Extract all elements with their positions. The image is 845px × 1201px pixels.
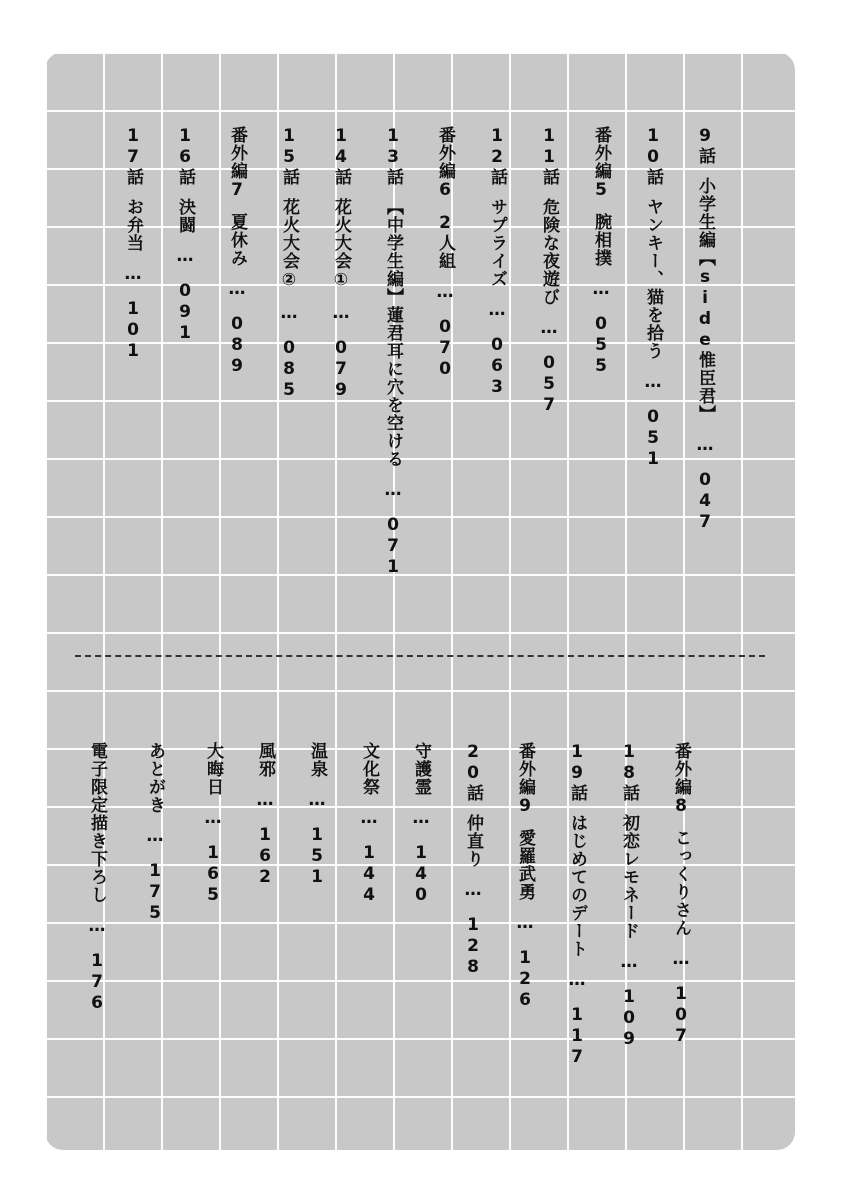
- chapter-title: サプライズ: [487, 198, 507, 288]
- leader-dots: …: [87, 916, 107, 937]
- toc-entry: [203, 742, 223, 906]
- toc-entry: [435, 126, 455, 380]
- chapter-number: 14話: [331, 126, 351, 186]
- chapter-title: 小学生編【side惟臣君】: [695, 177, 715, 423]
- leader-dots: …: [279, 303, 299, 324]
- page-number: 101: [123, 299, 143, 362]
- chapter-title: 決闘: [175, 198, 195, 234]
- chapter-title: 初恋レモネード: [619, 814, 639, 940]
- toc-entry: [671, 742, 691, 1047]
- page-number: 089: [227, 314, 247, 377]
- page-number: 091: [175, 281, 195, 344]
- page-number: 085: [279, 338, 299, 401]
- chapter-title: あとがき: [145, 742, 165, 814]
- page-number: 165: [203, 843, 223, 906]
- toc-entry: [515, 742, 535, 1011]
- leader-dots: …: [383, 480, 403, 501]
- leader-dots: …: [619, 952, 639, 973]
- chapter-title: 花火大会①: [331, 198, 351, 291]
- page-number: 140: [411, 843, 431, 906]
- leader-dots: …: [515, 913, 535, 934]
- chapter-title: お弁当: [123, 198, 143, 252]
- toc-entry: [567, 742, 587, 1068]
- leader-dots: …: [591, 279, 611, 300]
- page-number: 055: [591, 314, 611, 377]
- chapter-title: はじめてのデート: [567, 814, 587, 958]
- chapter-title: こっくりさん: [671, 829, 691, 937]
- toc-entry: [87, 742, 107, 1014]
- chapter-title: 温泉: [307, 742, 327, 778]
- chapter-number: 番外編7: [227, 126, 247, 201]
- page-number: 126: [515, 948, 535, 1011]
- toc-entry: [279, 126, 299, 401]
- chapter-title: 花火大会②: [279, 198, 299, 291]
- chapter-title: 夏休み: [227, 213, 247, 267]
- page-number: 051: [643, 407, 663, 470]
- chapter-number: 19話: [567, 742, 587, 802]
- toc-entry: [591, 126, 611, 377]
- leader-dots: …: [539, 318, 559, 339]
- leader-dots: …: [435, 282, 455, 303]
- toc-entry: [383, 126, 403, 578]
- chapter-title: 仲直り: [463, 814, 483, 868]
- leader-dots: …: [359, 808, 379, 829]
- chapter-title: 大晦日: [203, 742, 223, 796]
- toc-entry: [643, 126, 663, 470]
- toc-entry: [123, 126, 143, 362]
- chapter-number: 12話: [487, 126, 507, 186]
- leader-dots: …: [671, 949, 691, 970]
- chapter-title: 電子限定描き下ろし: [87, 742, 107, 904]
- toc-entry: [307, 742, 327, 888]
- toc-entry: [411, 742, 431, 906]
- toc-entry: [145, 742, 165, 924]
- chapter-number: 17話: [123, 126, 143, 186]
- page-number: 117: [567, 1005, 587, 1068]
- page-number: 175: [145, 861, 165, 924]
- toc-entry: [539, 126, 559, 416]
- page-number: 071: [383, 515, 403, 578]
- toc-entry: [619, 742, 639, 1050]
- chapter-title: 愛羅武勇: [515, 829, 535, 901]
- dashed-divider: [75, 655, 765, 657]
- leader-dots: …: [487, 300, 507, 321]
- chapter-title: 文化祭: [359, 742, 379, 796]
- chapter-number: 16話: [175, 126, 195, 186]
- page-number: 057: [539, 353, 559, 416]
- leader-dots: …: [255, 790, 275, 811]
- chapter-number: 11話: [539, 126, 559, 186]
- toc-entry: [359, 742, 379, 906]
- chapter-number: 15話: [279, 126, 299, 186]
- page-number: 151: [307, 825, 327, 888]
- leader-dots: …: [145, 826, 165, 847]
- leader-dots: …: [203, 808, 223, 829]
- chapter-number: 9話: [695, 126, 715, 165]
- page-number: 070: [435, 317, 455, 380]
- leader-dots: …: [567, 970, 587, 991]
- page-number: 144: [359, 843, 379, 906]
- toc-entry: [331, 126, 351, 401]
- page-number: 107: [671, 984, 691, 1047]
- page-number: 162: [255, 825, 275, 888]
- page-number: 176: [87, 951, 107, 1014]
- page-number: 063: [487, 335, 507, 398]
- chapter-title: 【中学生編】蓮君耳に穴を空ける: [383, 198, 403, 468]
- page-number: 079: [331, 338, 351, 401]
- chapter-number: 番外編9: [515, 742, 535, 817]
- leader-dots: …: [411, 808, 431, 829]
- toc-entry: [175, 126, 195, 344]
- page-number: 047: [695, 470, 715, 533]
- chapter-title: 危険な夜遊び: [539, 198, 559, 306]
- chapter-number: 番外編8: [671, 742, 691, 817]
- leader-dots: …: [695, 435, 715, 456]
- chapter-title: 2人組: [435, 213, 455, 270]
- toc-entry: [463, 742, 483, 978]
- page-number: 109: [619, 987, 639, 1050]
- leader-dots: …: [175, 246, 195, 267]
- chapter-title: 守護霊: [411, 742, 431, 796]
- toc-entry: [255, 742, 275, 888]
- page-number: 128: [463, 915, 483, 978]
- chapter-title: 風邪: [255, 742, 275, 778]
- chapter-number: 18話: [619, 742, 639, 802]
- chapter-title: ヤンキー、猫を拾う: [643, 198, 663, 360]
- leader-dots: …: [227, 279, 247, 300]
- chapter-number: 番外編6: [435, 126, 455, 201]
- chapter-number: 10話: [643, 126, 663, 186]
- leader-dots: …: [643, 372, 663, 393]
- leader-dots: …: [463, 880, 483, 901]
- chapter-number: 20話: [463, 742, 483, 802]
- toc-entry: [695, 126, 715, 533]
- leader-dots: …: [307, 790, 327, 811]
- chapter-number: 番外編5: [591, 126, 611, 201]
- table-of-contents-panel: [45, 52, 795, 1150]
- chapter-number: 13話: [383, 126, 403, 186]
- chapter-title: 腕相撲: [591, 213, 611, 267]
- toc-entry: [487, 126, 507, 398]
- leader-dots: …: [123, 264, 143, 285]
- toc-entry: [227, 126, 247, 377]
- leader-dots: …: [331, 303, 351, 324]
